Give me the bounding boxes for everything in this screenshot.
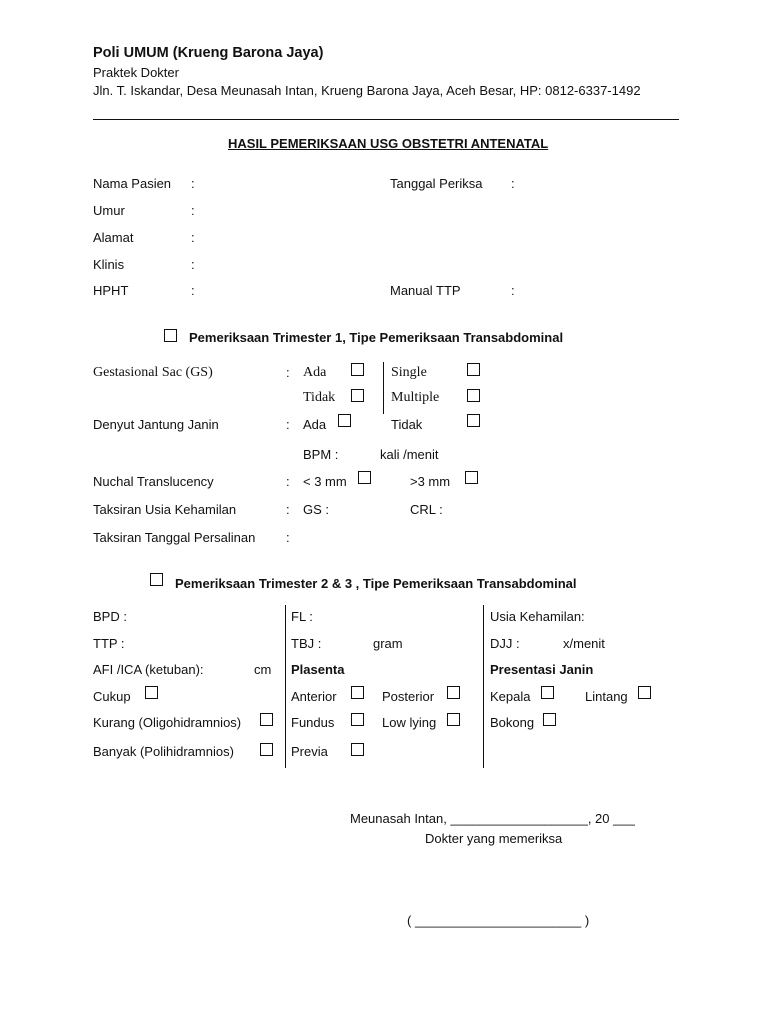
afi-unit: cm: [254, 662, 272, 677]
label-gestasional-sac: Gestasional Sac (GS): [93, 365, 213, 380]
crl-field-label: CRL :: [410, 502, 443, 517]
colon: :: [286, 417, 290, 432]
bokong-label: Bokong: [490, 715, 535, 730]
colon: :: [286, 474, 290, 489]
signature-place-date: Meunasah Intan, ___________________, 20 ___: [350, 811, 635, 826]
plasenta-heading: Plasenta: [291, 662, 345, 677]
trimester23-checkbox[interactable]: [150, 573, 163, 586]
kali-menit-label: kali /menit: [380, 447, 439, 462]
signature-doctor-label: Dokter yang memeriksa: [425, 831, 563, 846]
label-umur: Umur: [93, 203, 125, 218]
label-denyut-jantung: Denyut Jantung Janin: [93, 417, 219, 432]
tbj-label: TBJ :: [291, 636, 322, 651]
gs-multiple-checkbox[interactable]: [467, 389, 480, 402]
lintang-checkbox[interactable]: [638, 686, 651, 699]
gs-field-label: GS :: [303, 502, 330, 517]
label-hpht: HPHT: [93, 283, 129, 298]
gs-tidak-label: Tidak: [303, 390, 336, 405]
usia-kehamilan-label: Usia Kehamilan:: [490, 609, 585, 624]
nt-gt3-label: >3 mm: [410, 474, 451, 489]
presentasi-heading: Presentasi Janin: [490, 662, 594, 677]
gs-multiple-label: Multiple: [391, 390, 440, 405]
fundus-checkbox[interactable]: [351, 713, 364, 726]
djj-ada-checkbox[interactable]: [338, 414, 351, 427]
low-lying-checkbox[interactable]: [447, 713, 460, 726]
colon: :: [511, 176, 515, 191]
ttp-label: TTP :: [93, 636, 125, 651]
previa-checkbox[interactable]: [351, 743, 364, 756]
afi-label: AFI /ICA (ketuban):: [93, 662, 204, 677]
trimester1-heading: Pemeriksaan Trimester 1, Tipe Pemeriksaan Transabdominal: [189, 330, 564, 345]
lintang-label: Lintang: [585, 689, 628, 704]
label-tanggal-periksa: Tanggal Periksa: [390, 176, 483, 191]
colon: :: [191, 203, 195, 218]
previa-label: Previa: [291, 744, 328, 759]
low-lying-label: Low lying: [382, 715, 437, 730]
gs-divider: [383, 362, 384, 414]
signature-name-line: ( _______________________ ): [407, 913, 590, 928]
form-title: HASIL PEMERIKSAAN USG OBSTETRI ANTENATAL: [228, 136, 549, 151]
kepala-label: Kepala: [490, 689, 531, 704]
fundus-label: Fundus: [291, 715, 335, 730]
gs-single-checkbox[interactable]: [467, 363, 480, 376]
label-nuchal-translucency: Nuchal Translucency: [93, 474, 214, 489]
bokong-checkbox[interactable]: [543, 713, 556, 726]
clinic-subtitle: Praktek Dokter: [93, 65, 179, 80]
label-nama-pasien: Nama Pasien: [93, 176, 172, 191]
gs-single-label: Single: [391, 365, 427, 380]
kurang-label: Kurang (Oligohidramnios): [93, 715, 242, 730]
colon: :: [286, 502, 290, 517]
label-alamat: Alamat: [93, 230, 134, 245]
banyak-checkbox[interactable]: [260, 743, 273, 756]
colon: :: [191, 176, 195, 191]
nt-lt3-label: < 3 mm: [303, 474, 347, 489]
djj-label: DJJ :: [490, 636, 520, 651]
header-divider: [93, 119, 679, 120]
label-taksiran-tanggal: Taksiran Tanggal Persalinan: [93, 530, 256, 545]
anterior-checkbox[interactable]: [351, 686, 364, 699]
label-klinis: Klinis: [93, 257, 125, 272]
column-divider-2: [483, 605, 484, 768]
gs-tidak-checkbox[interactable]: [351, 389, 364, 402]
clinic-name: Poli UMUM (Krueng Barona Jaya): [93, 45, 324, 61]
nt-gt3-checkbox[interactable]: [465, 471, 478, 484]
label-manual-ttp: Manual TTP: [390, 283, 461, 298]
posterior-label: Posterior: [382, 689, 435, 704]
cukup-checkbox[interactable]: [145, 686, 158, 699]
tbj-unit: gram: [373, 636, 403, 651]
trimester1-checkbox[interactable]: [164, 329, 177, 342]
kurang-checkbox[interactable]: [260, 713, 273, 726]
bpm-label: BPM :: [303, 447, 339, 462]
djj-ada-label: Ada: [303, 417, 327, 432]
trimester23-heading: Pemeriksaan Trimester 2 & 3 , Tipe Pemeriksaan Transabdominal: [175, 576, 577, 591]
colon: :: [286, 530, 290, 545]
anterior-label: Anterior: [291, 689, 337, 704]
column-divider-1: [285, 605, 286, 768]
banyak-label: Banyak (Polihidramnios): [93, 744, 234, 759]
gs-ada-checkbox[interactable]: [351, 363, 364, 376]
colon: :: [286, 365, 290, 380]
gs-ada-label: Ada: [303, 365, 327, 380]
colon: :: [511, 283, 515, 298]
kepala-checkbox[interactable]: [541, 686, 554, 699]
clinic-address: Jln. T. Iskandar, Desa Meunasah Intan, Krueng Barona Jaya, Aceh Besar, HP: 0812-6337-1492: [93, 83, 641, 98]
colon: :: [191, 230, 195, 245]
posterior-checkbox[interactable]: [447, 686, 460, 699]
fl-label: FL :: [291, 609, 313, 624]
djj-tidak-label: Tidak: [391, 417, 423, 432]
djj-tidak-checkbox[interactable]: [467, 414, 480, 427]
nt-lt3-checkbox[interactable]: [358, 471, 371, 484]
djj-unit: x/menit: [563, 636, 605, 651]
label-taksiran-usia: Taksiran Usia Kehamilan: [93, 502, 237, 517]
bpd-label: BPD :: [93, 609, 127, 624]
colon: :: [191, 283, 195, 298]
cukup-label: Cukup: [93, 689, 131, 704]
colon: :: [191, 257, 195, 272]
